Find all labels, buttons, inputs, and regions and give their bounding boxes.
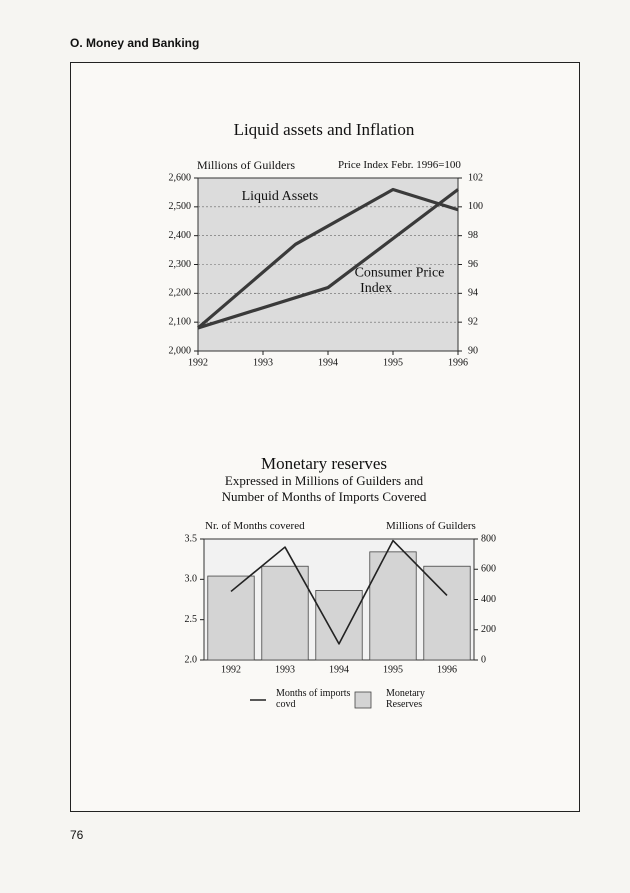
legend-item-reserves — [386, 688, 425, 710]
legend-reserves-line-2: Reserves — [386, 699, 423, 710]
chart1-ylabel-left: Millions of Guilders — [197, 158, 295, 172]
chart1-xtick-label: 1995 — [383, 357, 403, 369]
chart1-ytick-label-right: 100 — [468, 201, 483, 213]
legend-item-months — [276, 688, 350, 710]
chart1-ytick-label-right: 96 — [468, 258, 478, 270]
chart2-bar — [316, 590, 362, 660]
chart1-annotation-cpi-1: Consumer Price — [354, 265, 445, 281]
chart2-bar — [262, 566, 308, 660]
chart1-ytick-label-left: 2,300 — [168, 258, 191, 270]
chart1-annotation-cpi-2: Index — [360, 280, 393, 296]
chart1-title: Liquid assets and Inflation — [233, 120, 415, 139]
chart2-xtick-label: 1996 — [437, 664, 457, 676]
chart1-ytick-label-left: 2,100 — [168, 316, 191, 328]
chart1-xtick-label: 1994 — [318, 357, 338, 369]
chart2-ytick-label-left: 2.0 — [184, 654, 197, 666]
chart2-ylabel-right: Millions of Guilders — [386, 520, 476, 532]
chart1-xtick-label: 1996 — [448, 357, 468, 369]
chart2-xtick-label: 1994 — [329, 664, 349, 676]
chart2-ytick-label-right: 800 — [481, 533, 496, 545]
chart2-ytick-label-left: 2.5 — [184, 613, 197, 625]
chart1-ytick-label-left: 2,600 — [168, 172, 191, 184]
chart2-title: Monetary reserves — [260, 454, 388, 473]
chart1-ytick-label-right: 92 — [468, 316, 478, 328]
chart2-bar — [208, 576, 254, 660]
legend-months-line-1: Months of imports — [276, 688, 351, 699]
legend-bar-swatch — [355, 692, 371, 708]
chart1-ytick-label-right: 90 — [468, 345, 478, 357]
chart2-ytick-label-left: 3.0 — [184, 573, 197, 585]
chart1-ytick-label-left: 2,200 — [168, 287, 191, 299]
chart2-ytick-label-right: 200 — [481, 624, 496, 636]
chart2-ytick-label-right: 0 — [481, 654, 486, 666]
chart2-ylabel-left: Nr. of Months covered — [205, 520, 305, 532]
chart1-ytick-label-right: 102 — [468, 172, 483, 184]
chart1-ytick-label-left: 2,500 — [168, 201, 191, 213]
chart1-ytick-label-right: 98 — [468, 229, 478, 241]
chart2-ytick-label-left: 3.5 — [184, 533, 197, 545]
chart1-ytick-label-left: 2,400 — [168, 229, 191, 241]
legend-months-line-2: covd — [276, 699, 296, 710]
legend-reserves-line-1: Monetary — [386, 688, 425, 699]
chart1-ytick-label-right: 94 — [468, 287, 478, 299]
chart2-xtick-label: 1992 — [221, 664, 241, 676]
chart2-bar — [370, 552, 416, 660]
chart2-subtitle-line-2: Number of Months of Imports Covered — [221, 489, 427, 504]
chart1-annotation-liquid-assets: Liquid Assets — [241, 189, 319, 205]
chart2-subtitle-line-1: Expressed in Millions of Guilders and — [224, 473, 424, 488]
chart2-ytick-label-right: 600 — [481, 563, 496, 575]
chart1-ylabel-right: Price Index Febr. 1996=100 — [338, 159, 461, 171]
chart2-bar — [424, 566, 470, 660]
chart2-xtick-label: 1993 — [275, 664, 295, 676]
chart2-ytick-label-right: 400 — [481, 593, 496, 605]
chart1-xtick-label: 1992 — [188, 357, 208, 369]
chart2-xtick-label: 1995 — [383, 664, 403, 676]
section-header: O. Money and Banking — [70, 36, 200, 50]
chart1-xtick-label: 1993 — [253, 357, 273, 369]
page-number: 76 — [70, 828, 84, 842]
chart1-ytick-label-left: 2,000 — [168, 345, 191, 357]
